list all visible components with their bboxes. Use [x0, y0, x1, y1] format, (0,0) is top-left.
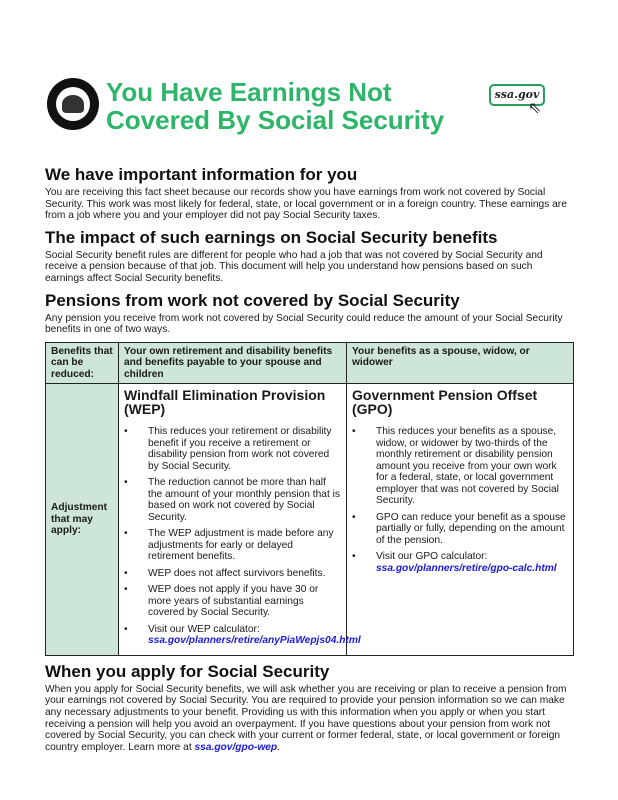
link-prefix: Visit our WEP calculator: [148, 623, 260, 635]
section-heading: When you apply for Social Security [45, 661, 330, 681]
list-item: • The WEP adjustment is made before any adjustments for early or delayed retirement benefits. [148, 528, 341, 563]
list-item [376, 551, 568, 574]
gpo-cell [347, 384, 574, 656]
list-item: • This reduces your retirement or disability benefit if you receive a retirement or disability pension from work not covered by Social Security. [148, 426, 341, 472]
title-line-2: Covered By Social Security [106, 105, 445, 135]
title-line-1: You Have Earnings Not [106, 77, 392, 107]
apply-text: When you apply for Social Security benefits, we will ask whether you are receiving or plan to receive a pension from your earnings not covered by Social Security. You are required to provide your pension information so we can make any necessary adjustments to your benefit. Providing us with this information when you apply or when you start receiving a pension will help you avoid an overpayment. If you have questions about your pension from work not covered by Social Security, you can check with your current or former federal, state, or local government or foreign country employer. Learn more at [45, 683, 567, 753]
row-label: Adjustment that may apply: [46, 384, 119, 656]
section-heading: We have important information for you [45, 165, 358, 184]
section-text [45, 684, 574, 754]
content [45, 165, 574, 759]
eagle-icon [62, 95, 84, 113]
gpo-wep-link[interactable]: ssa.gov/gpo-wep [194, 741, 278, 753]
list-item: • The reduction cannot be more than half the amount of your monthly pension that is based on work not covered by Social Security. [148, 477, 341, 523]
page-title [106, 78, 444, 134]
wep-cell [119, 384, 361, 656]
header-cell: Benefits that can be reduced: [46, 342, 119, 384]
section-text: Any pension you receive from work not covered by Social Security could reduce the amount of your Social Security benefits in one of two ways. [45, 312, 563, 336]
header-cell: Your own retirement and disability benefits and benefits payable to your spouse and children [119, 342, 347, 384]
section-heading: Pensions from work not covered by Social Security [45, 290, 460, 310]
gpo-calculator-link[interactable]: ssa.gov/planners/retire/gpo-calc.html [376, 562, 557, 574]
gpo-title: Government Pension Offset (GPO) [352, 387, 538, 418]
section-heading: The impact of such earnings on Social Security benefits [45, 227, 498, 247]
list-item: • This reduces your benefits as a spouse, widow, or widower by two-thirds of the monthly retirement or disability pension amount you receive from your own work for a federal, state, or local government employer that was not covered by Social Security. [376, 426, 568, 507]
list-item: • WEP does not apply if you have 30 or more years of substantial earnings covered by Social Security. [148, 584, 341, 619]
link-prefix: Visit our GPO calculator: [376, 551, 488, 563]
list-item [148, 623, 361, 647]
list-item: • GPO can reduce your benefit as a spouse partially or fully, depending on the amount of the pension. [376, 512, 568, 547]
wep-title: Windfall Elimination Provision (WEP) [124, 387, 326, 418]
section-text: You are receiving this fact sheet because our records show you have earnings from work not covered by Social Security. This work was most likely for federal, state, or local government or in a foreign country. These earnings are from a job where you and your employer did not pay Social Security taxes. [45, 187, 567, 222]
cursor-icon: ⇖ [528, 100, 542, 117]
ssa-gov-badge[interactable]: ssa.gov [489, 84, 545, 106]
benefits-table [45, 342, 574, 656]
period: . [277, 741, 280, 753]
ssa-seal-logo [47, 78, 99, 130]
header-cell: Your benefits as a spouse, widow, or widower [347, 342, 574, 384]
section-text: Social Security benefit rules are different for people who had a job that was not covered by Social Security and receive a pension because of that job. This document will help you understand how pensions based on such earnings affect Social Security benefits. [45, 249, 543, 284]
list-item: • WEP does not affect survivors benefits. [148, 568, 341, 580]
wep-calculator-link[interactable]: ssa.gov/planners/retire/anyPiaWepjs04.html [148, 635, 361, 647]
